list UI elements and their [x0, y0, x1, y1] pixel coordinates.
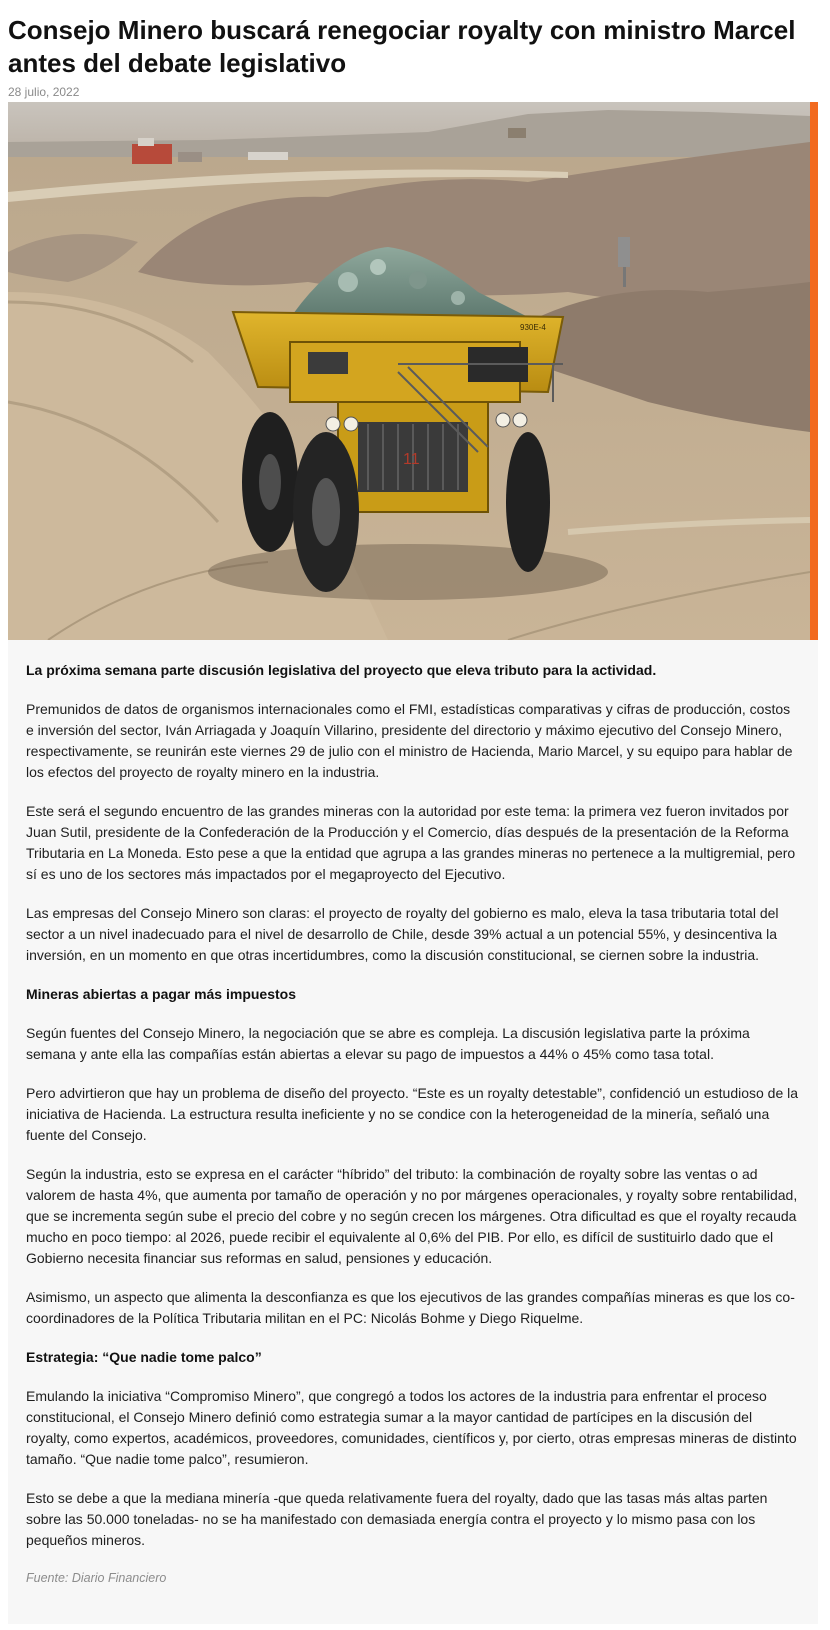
section-heading: Mineras abiertas a pagar más impuestos — [26, 986, 296, 1002]
article-title: Consejo Minero buscará renegociar royalty con ministro Marcel antes del debate legislativo — [8, 15, 796, 78]
paragraph: Este será el segundo encuentro de las grandes mineras con la autoridad por este tema: la primera vez fueron invitados por Juan Sutil, presidente de la Confederación de la Producción y el Comercio, días después de la presentación de la Reforma Tributaria en La Moneda. Esto pese a que la entidad que agrupa a las grandes mineras no pertenece a la multigremial, pero sí es uno de los sectores más impactados por el megaproyecto del Ejecutivo. — [26, 803, 796, 882]
hero-image — [8, 102, 810, 640]
paragraph: Las empresas del Consejo Minero son claras: el proyecto de royalty del gobierno es malo, eleva la tasa tributaria total del sector a un nivel inadecuado para el nivel de desarrollo de Chile, desde 39% actual a un potencial 55%, y desincentiva la inversión, en un momento en que otras incertidumbres, como la discusión constitucional, se ciernen sobre la industria. — [26, 905, 779, 963]
svg-text:11: 11 — [403, 451, 420, 468]
article-body — [8, 640, 818, 1624]
article-date: 28 julio, 2022 — [8, 85, 80, 99]
accent-bar — [810, 102, 818, 642]
section-heading: Estrategia: “Que nadie tome palco” — [26, 1349, 262, 1365]
paragraph: Premunidos de datos de organismos internacionales como el FMI, estadísticas comparativas y cifras de producción, costos e inversión del sector, Iván Arriagada y Joaquín Villarino, presidente del directorio y máximo ejecutivo del Consejo Minero, respectivamente, se reunirán este viernes 29 de julio con el ministro de Hacienda, Mario Marcel, y su equipo para hablar de los efectos del proyecto de royalty minero en la industria. — [26, 701, 793, 780]
paragraph: Pero advirtieron que hay un problema de diseño del proyecto. “Este es un royalty detestable”, confidenció un estudioso de la iniciativa de Hacienda. La estructura resulta ineficiente y no se condice con la heterogeneidad de la minería, señaló una fuente del Consejo. — [26, 1085, 799, 1143]
paragraph: Según la industria, esto se expresa en el carácter “híbrido” del tributo: la combinación de royalty sobre las ventas o ad valorem de hasta 4%, que aumenta por tamaño de operación y no por márgenes operacionales, y royalty sobre rentabilidad, que se incrementa según sube el precio del cobre y no según crecen los márgenes. Otra dificultad es que el royalty recauda mucho en poco tiempo: al 2026, puede recibir el equivalente al 0,6% del PIB. Por ello, es difícil de sustituirlo dado que el Gobierno necesita financiar sus reformas en salud, pensiones y educación. — [26, 1166, 798, 1266]
article-lead: La próxima semana parte discusión legislativa del proyecto que eleva tributo para la actividad. — [26, 662, 657, 678]
paragraph: Asimismo, un aspecto que alimenta la desconfianza es que los ejecutivos de las grandes compañías mineras es que los co-coordinadores de la Política Tributaria militan en el PC: Nicolás Bohme y Diego Riquelme. — [26, 1289, 795, 1326]
paragraph: Según fuentes del Consejo Minero, la negociación que se abre es compleja. La discusión legislativa parte la próxima semana y ante ella las compañías están abiertas a elevar su pago de impuestos a 44% o 45% como tasa total. — [26, 1025, 750, 1062]
article-source: Fuente: Diario Financiero — [26, 1571, 167, 1585]
paragraph: Emulando la iniciativa “Compromiso Minero”, que congregó a todos los actores de la industria para enfrentar el proceso constitucional, el Consejo Minero definió como estrategia sumar a la mayor cantidad de partícipes en la discusión del royalty, como expertos, académicos, proveedores, comunidades, científicos y, por cierto, otras empresas mineras de distinto tamaño. “Que nadie tome palco”, resumieron. — [26, 1388, 797, 1467]
paragraph: Esto se debe a que la mediana minería -que queda relativamente fuera del royalty, dado que las tasas más altas parten sobre las 50.000 toneladas- no se ha manifestado con demasiada energía contra el proyecto y lo mismo pasa con los pequeños mineros. — [26, 1490, 768, 1548]
mining-truck-photo — [8, 102, 810, 640]
svg-text:930E-4: 930E-4 — [520, 323, 546, 332]
